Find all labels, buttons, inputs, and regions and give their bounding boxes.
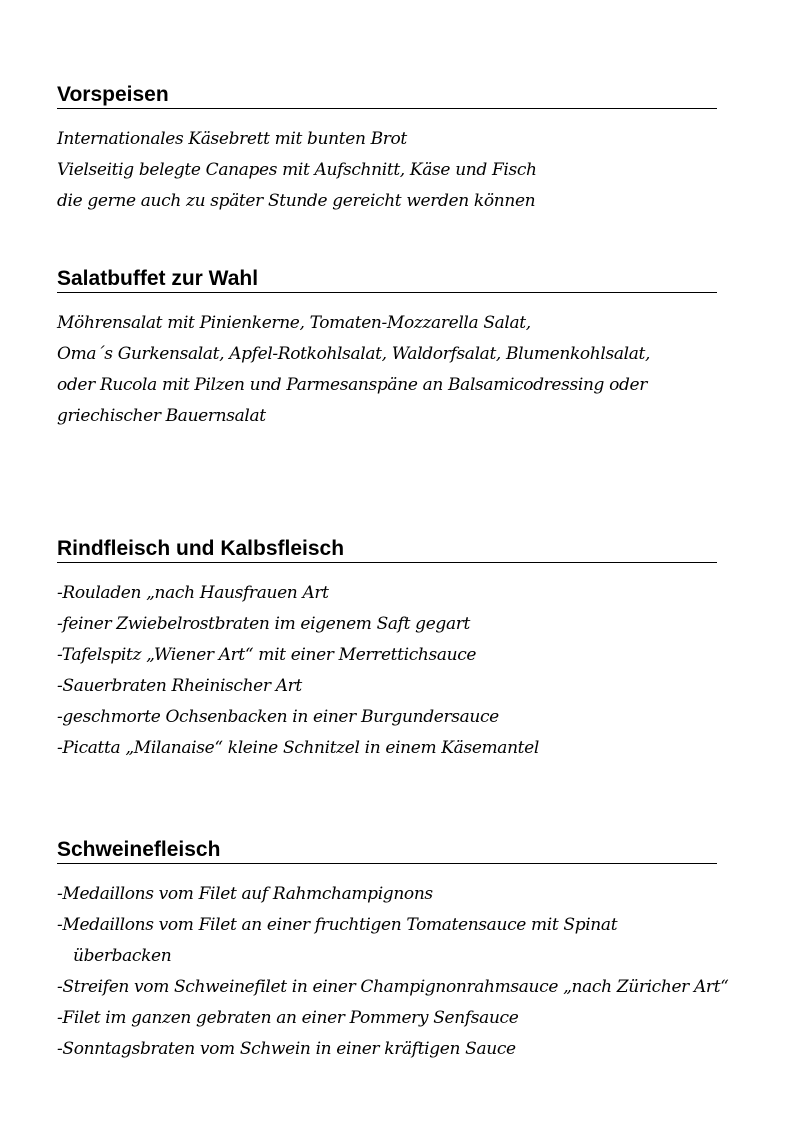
- menu-item: griechischer Bauernsalat: [57, 406, 266, 426]
- menu-item: -Streifen vom Schweinefilet in einer Champignonrahmsauce „nach Züricher Art“: [57, 977, 729, 997]
- section-rindfleisch: [57, 537, 717, 764]
- item-list: [57, 578, 717, 764]
- menu-item: oder Rucola mit Pilzen und Parmesanspäne an Balsamicodressing oder: [57, 375, 648, 395]
- item-list: [57, 879, 729, 1065]
- section-heading: Rindfleisch und Kalbsfleisch: [57, 537, 717, 563]
- menu-item-continuation: überbacken: [73, 946, 172, 966]
- section-schweinefleisch: [57, 838, 729, 1065]
- menu-item: -Medaillons vom Filet an einer fruchtigen Tomatensauce mit Spinat: [57, 915, 618, 935]
- section-heading: Schweinefleisch: [57, 838, 717, 864]
- menu-item: -Medaillons vom Filet auf Rahmchampignons: [57, 884, 433, 904]
- menu-item: Möhrensalat mit Pinienkerne, Tomaten-Mozzarella Salat,: [57, 313, 531, 333]
- menu-item: Oma´s Gurkensalat, Apfel-Rotkohlsalat, Waldorfsalat, Blumenkohlsalat,: [57, 344, 651, 364]
- menu-item: -Sauerbraten Rheinischer Art: [57, 676, 302, 696]
- menu-item: -Picatta „Milanaise“ kleine Schnitzel in einem Käsemantel: [57, 738, 539, 758]
- item-list: [57, 124, 717, 217]
- menu-item: Vielseitig belegte Canapes mit Aufschnitt, Käse und Fisch: [57, 160, 537, 180]
- menu-item: Internationales Käsebrett mit bunten Brot: [57, 129, 407, 149]
- menu-item: -Rouladen „nach Hausfrauen Art: [57, 583, 329, 603]
- menu-item: -feiner Zwiebelrostbraten im eigenem Saft gegart: [57, 614, 470, 634]
- menu-item: -Tafelspitz „Wiener Art“ mit einer Merrettichsauce: [57, 645, 477, 665]
- item-list: [57, 308, 717, 432]
- section-heading: Vorspeisen: [57, 83, 717, 109]
- section-heading: Salatbuffet zur Wahl: [57, 267, 717, 293]
- menu-item: -geschmorte Ochsenbacken in einer Burgundersauce: [57, 707, 499, 727]
- menu-item: -Sonntagsbraten vom Schwein in einer kräftigen Sauce: [57, 1039, 516, 1059]
- menu-item: die gerne auch zu später Stunde gereicht werden können: [57, 191, 536, 211]
- menu-item: -Filet im ganzen gebraten an einer Pommery Senfsauce: [57, 1008, 519, 1028]
- section-vorspeisen: [57, 83, 717, 217]
- section-salatbuffet: [57, 267, 717, 432]
